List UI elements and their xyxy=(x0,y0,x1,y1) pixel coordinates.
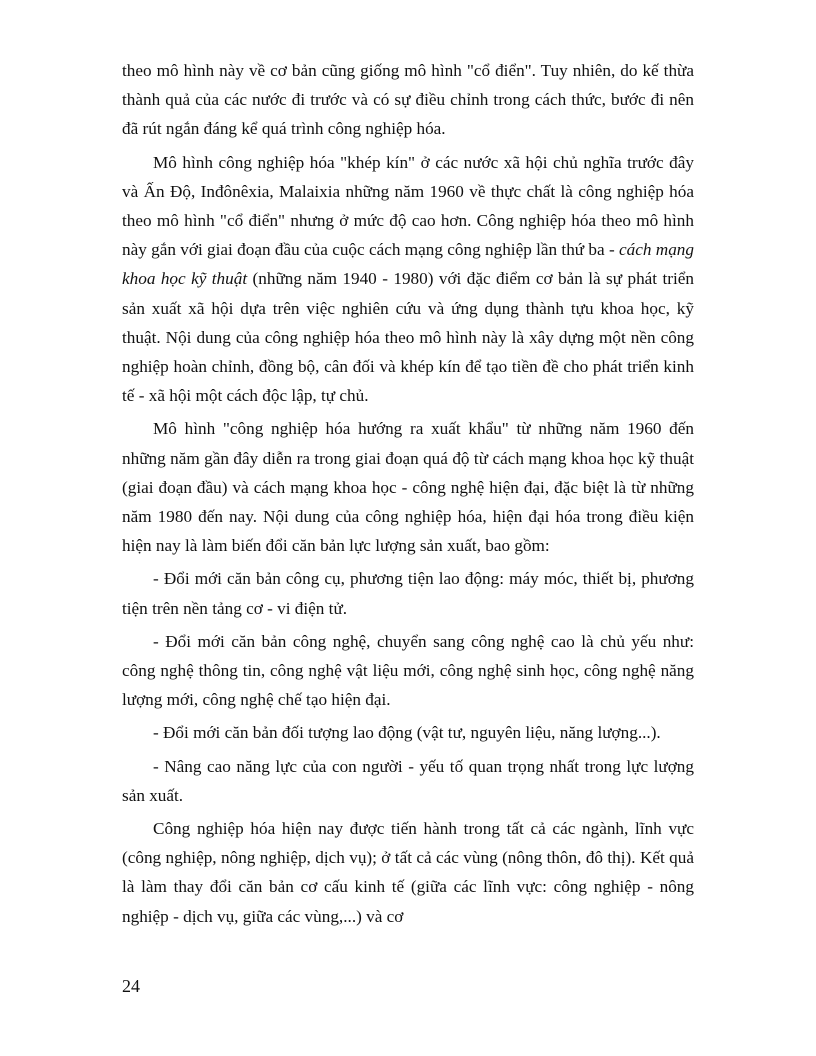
paragraph-continuation: theo mô hình này về cơ bản cũng giống mô hình "cổ điển". Tuy nhiên, do kế thừa thành quả của các nước đi trước và có sự điều chỉnh trong cách thức, bước đi nên đã rút ngắn đáng kể quá trình công nghiệp hóa. xyxy=(122,61,694,139)
list-item-labor-objects: - Đổi mới căn bản đối tượng lao động (vật tư, nguyên liệu, năng lượng...). xyxy=(153,723,661,743)
page-body xyxy=(122,56,694,935)
paragraph-closed-model-text-before: Mô hình công nghiệp hóa "khép kín" ở các nước xã hội chủ nghĩa trước đây và Ấn Độ, Inđônêxia, Malaixia những năm 1960 về thực chất là công nghiệp hóa theo mô hình "cổ điển" nhưng ở mức độ cao hơn. Công nghiệp hóa theo mô hình này gắn với giai đoạn đầu của cuộc cách mạng công nghiệp lần thứ ba - xyxy=(122,152,694,260)
paragraph-industrialization-today: Công nghiệp hóa hiện nay được tiến hành trong tất cả các ngành, lĩnh vực (công nghiệp, nông nghiệp, dịch vụ); ở tất cả các vùng (nông thôn, đô thị). Kết quả là làm thay đổi căn bản cơ cấu kinh tế (giữa các lĩnh vực: công nghiệp - nông nghiệp - dịch vụ, giữa các vùng,...) và cơ xyxy=(122,819,694,926)
list-item-human-capacity: - Nâng cao năng lực của con người - yếu tố quan trọng nhất trong lực lượng sản xuất. xyxy=(122,756,694,805)
list-item-tools: - Đổi mới căn bản công cụ, phương tiện lao động: máy móc, thiết bị, phương tiện trên nền tảng cơ - vi điện tử. xyxy=(122,569,694,618)
paragraph-closed-model-italic: cách mạng khoa học kỹ thuật xyxy=(122,240,694,289)
paragraph-export-model: Mô hình "công nghiệp hóa hướng ra xuất khẩu" từ những năm 1960 đến những năm gần đây diễn ra trong giai đoạn quá độ từ cách mạng khoa học kỹ thuật (giai đoạn đầu) và cách mạng khoa học - công nghệ hiện đại, đặc biệt là từ những năm 1980 đến nay. Nội dung của công nghiệp hóa, hiện đại hóa trong điều kiện hiện nay là làm biến đổi căn bản lực lượng sản xuất, bao gồm: xyxy=(122,419,694,556)
list-item-technology: - Đổi mới căn bản công nghệ, chuyển sang công nghệ cao là chủ yếu như: công nghệ thông tin, công nghệ vật liệu mới, công nghệ sinh học, công nghệ năng lượng mới, công nghệ chế tạo hiện đại. xyxy=(122,631,694,710)
page-number: 24 xyxy=(122,976,140,996)
paragraph-closed-model-text-after: (những năm 1940 - 1980) với đặc điểm cơ bản là sự phát triển sản xuất xã hội dựa trên việc nghiên cứu và ứng dụng thành tựu khoa học, kỹ thuật. Nội dung của công nghiệp hóa theo mô hình này là xây dựng một nền công nghiệp hoàn chỉnh, đồng bộ, cân đối và khép kín để tạo tiền đề cho phát triển kinh tế - xã hội một cách độc lập, tự chủ. xyxy=(122,269,694,406)
paragraph-closed-model xyxy=(122,148,694,411)
